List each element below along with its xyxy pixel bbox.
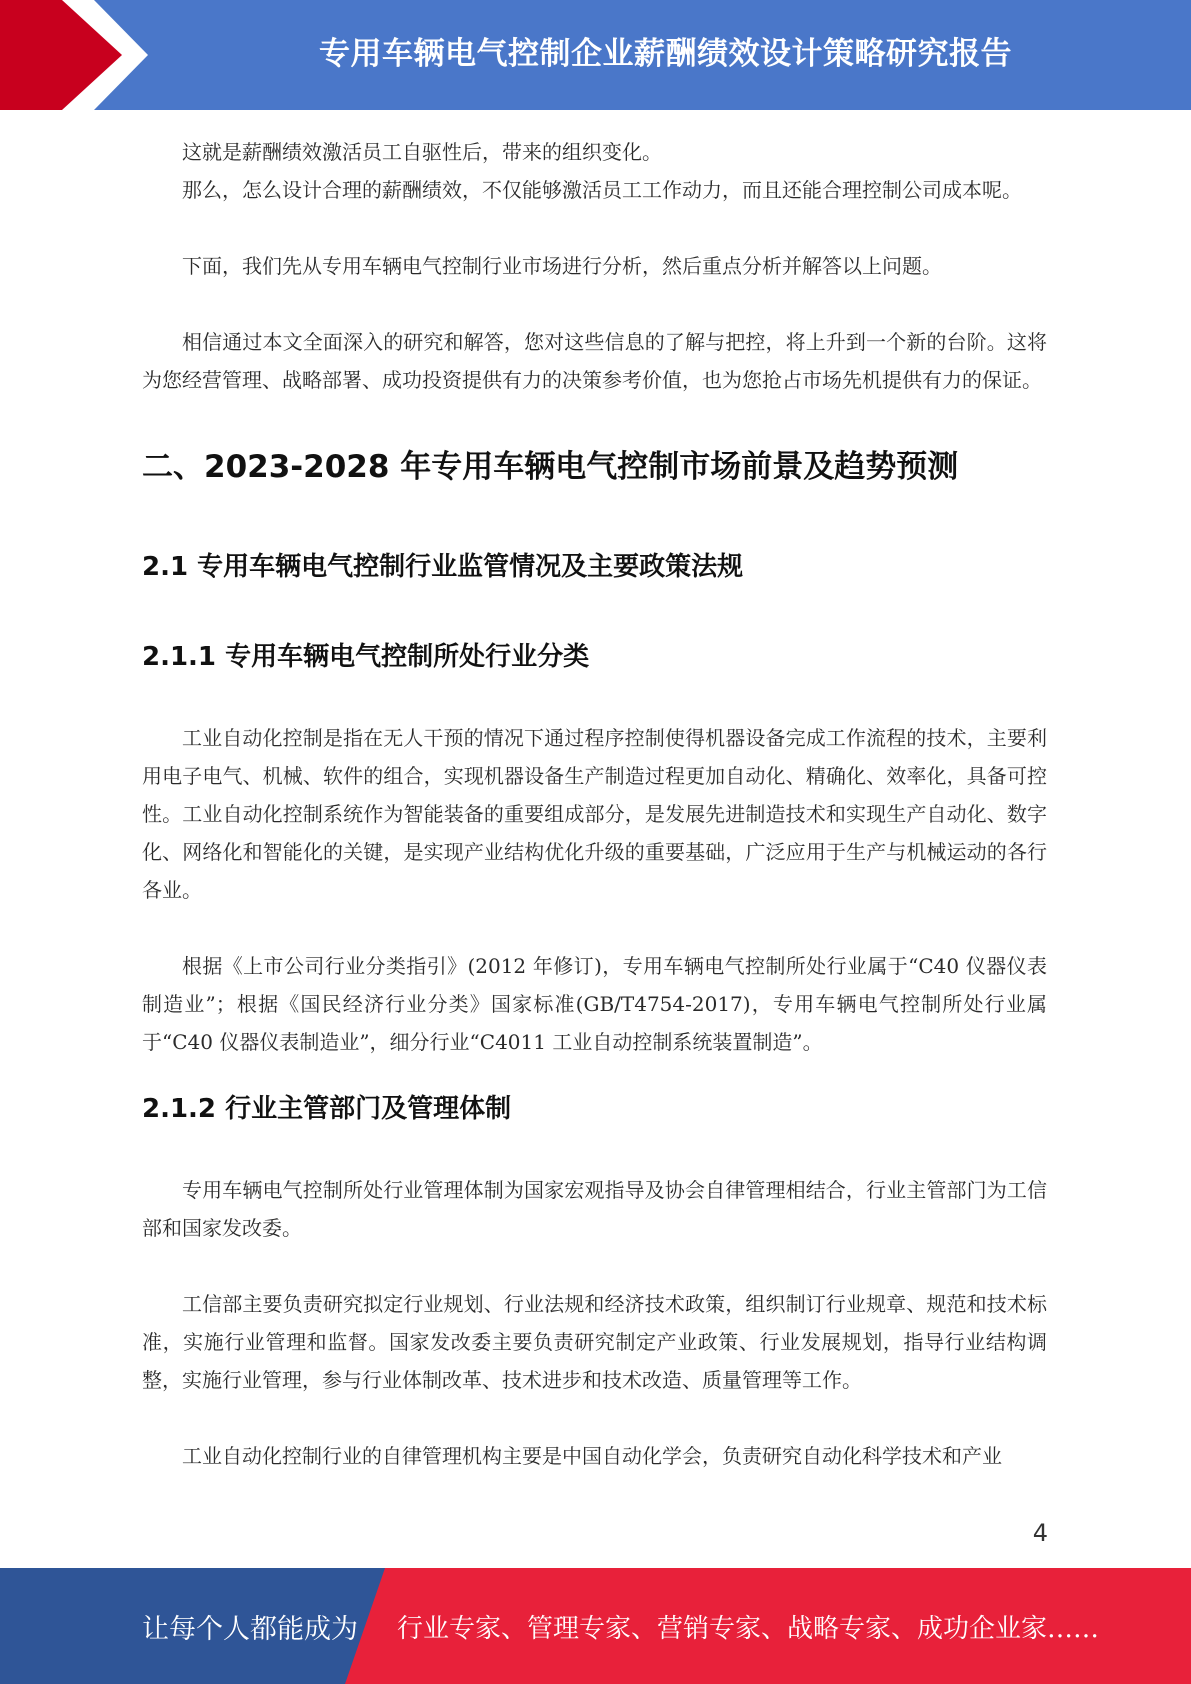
paragraph: 专用车辆电气控制所处行业管理体制为国家宏观指导及协会自律管理相结合，行业主管部门为工信部和国家发改委。: [142, 1178, 1047, 1240]
header-banner: [0, 0, 1191, 110]
subsubsection-heading: 2.1.1 专用车辆电气控制所处行业分类: [142, 642, 590, 672]
paragraph: 这就是薪酬绩效激活员工自驱性后，带来的组织变化。: [182, 140, 662, 164]
paragraph: 下面，我们先从专用车辆电气控制行业市场进行分析，然后重点分析并解答以上问题。: [182, 254, 942, 278]
footer-banner: [0, 1568, 1191, 1684]
footer-slogan-right: 行业专家、管理专家、营销专家、战略专家、成功企业家……: [397, 1613, 1100, 1644]
subsection-heading: 2.1 专用车辆电气控制行业监管情况及主要政策法规: [142, 552, 744, 582]
paragraph: 相信通过本文全面深入的研究和解答，您对这些信息的了解与把控，将上升到一个新的台阶。这将为您经营管理、战略部署、成功投资提供有力的决策参考价值，也为您抢占市场先机提供有力的保证。: [142, 330, 1047, 392]
document-body: [142, 133, 1047, 1475]
paragraph: 那么，怎么设计合理的薪酬绩效，不仅能够激活员工工作动力，而且还能合理控制公司成本呢。: [182, 178, 1022, 202]
paragraph: 工业自动化控制是指在无人干预的情况下通过程序控制使得机器设备完成工作流程的技术，主要利用电子电气、机械、软件的组合，实现机器设备生产制造过程更加自动化、精确化、效率化，具备可控性。工业自动化控制系统作为智能装备的重要组成部分，是发展先进制造技术和实现生产自动化、数字化、网络化和智能化的关键，是实现产业结构优化升级的重要基础，广泛应用于生产与机械运动的各行各业。: [142, 726, 1047, 902]
paragraph: 根据《上市公司行业分类指引》(2012 年修订)，专用车辆电气控制所处行业属于“C40 仪器仪表制造业”；根据《国民经济行业分类》国家标准(GB/T4754-2017)，专用车辆电气控制所处行业属于“C40 仪器仪表制造业”，细分行业“C4011 工业自动控制系统装置制造”。: [142, 954, 1047, 1054]
footer-slogan-left: 让每个人都能成为: [142, 1613, 358, 1645]
report-title: 专用车辆电气控制企业薪酬绩效设计策略研究报告: [319, 35, 1012, 72]
page-number: 4: [1032, 1519, 1048, 1547]
section-heading: 二、2023-2028 年专用车辆电气控制市场前景及趋势预测: [142, 449, 959, 485]
subsubsection-heading: 2.1.2 行业主管部门及管理体制: [142, 1094, 512, 1124]
paragraph: 工业自动化控制行业的自律管理机构主要是中国自动化学会，负责研究自动化科学技术和产业: [182, 1444, 1002, 1468]
paragraph: 工信部主要负责研究拟定行业规划、行业法规和经济技术政策，组织制订行业规章、规范和技术标准，实施行业管理和监督。国家发改委主要负责研究制定产业政策、行业发展规划，指导行业结构调整，实施行业管理，参与行业体制改革、技术进步和技术改造、质量管理等工作。: [142, 1292, 1047, 1392]
